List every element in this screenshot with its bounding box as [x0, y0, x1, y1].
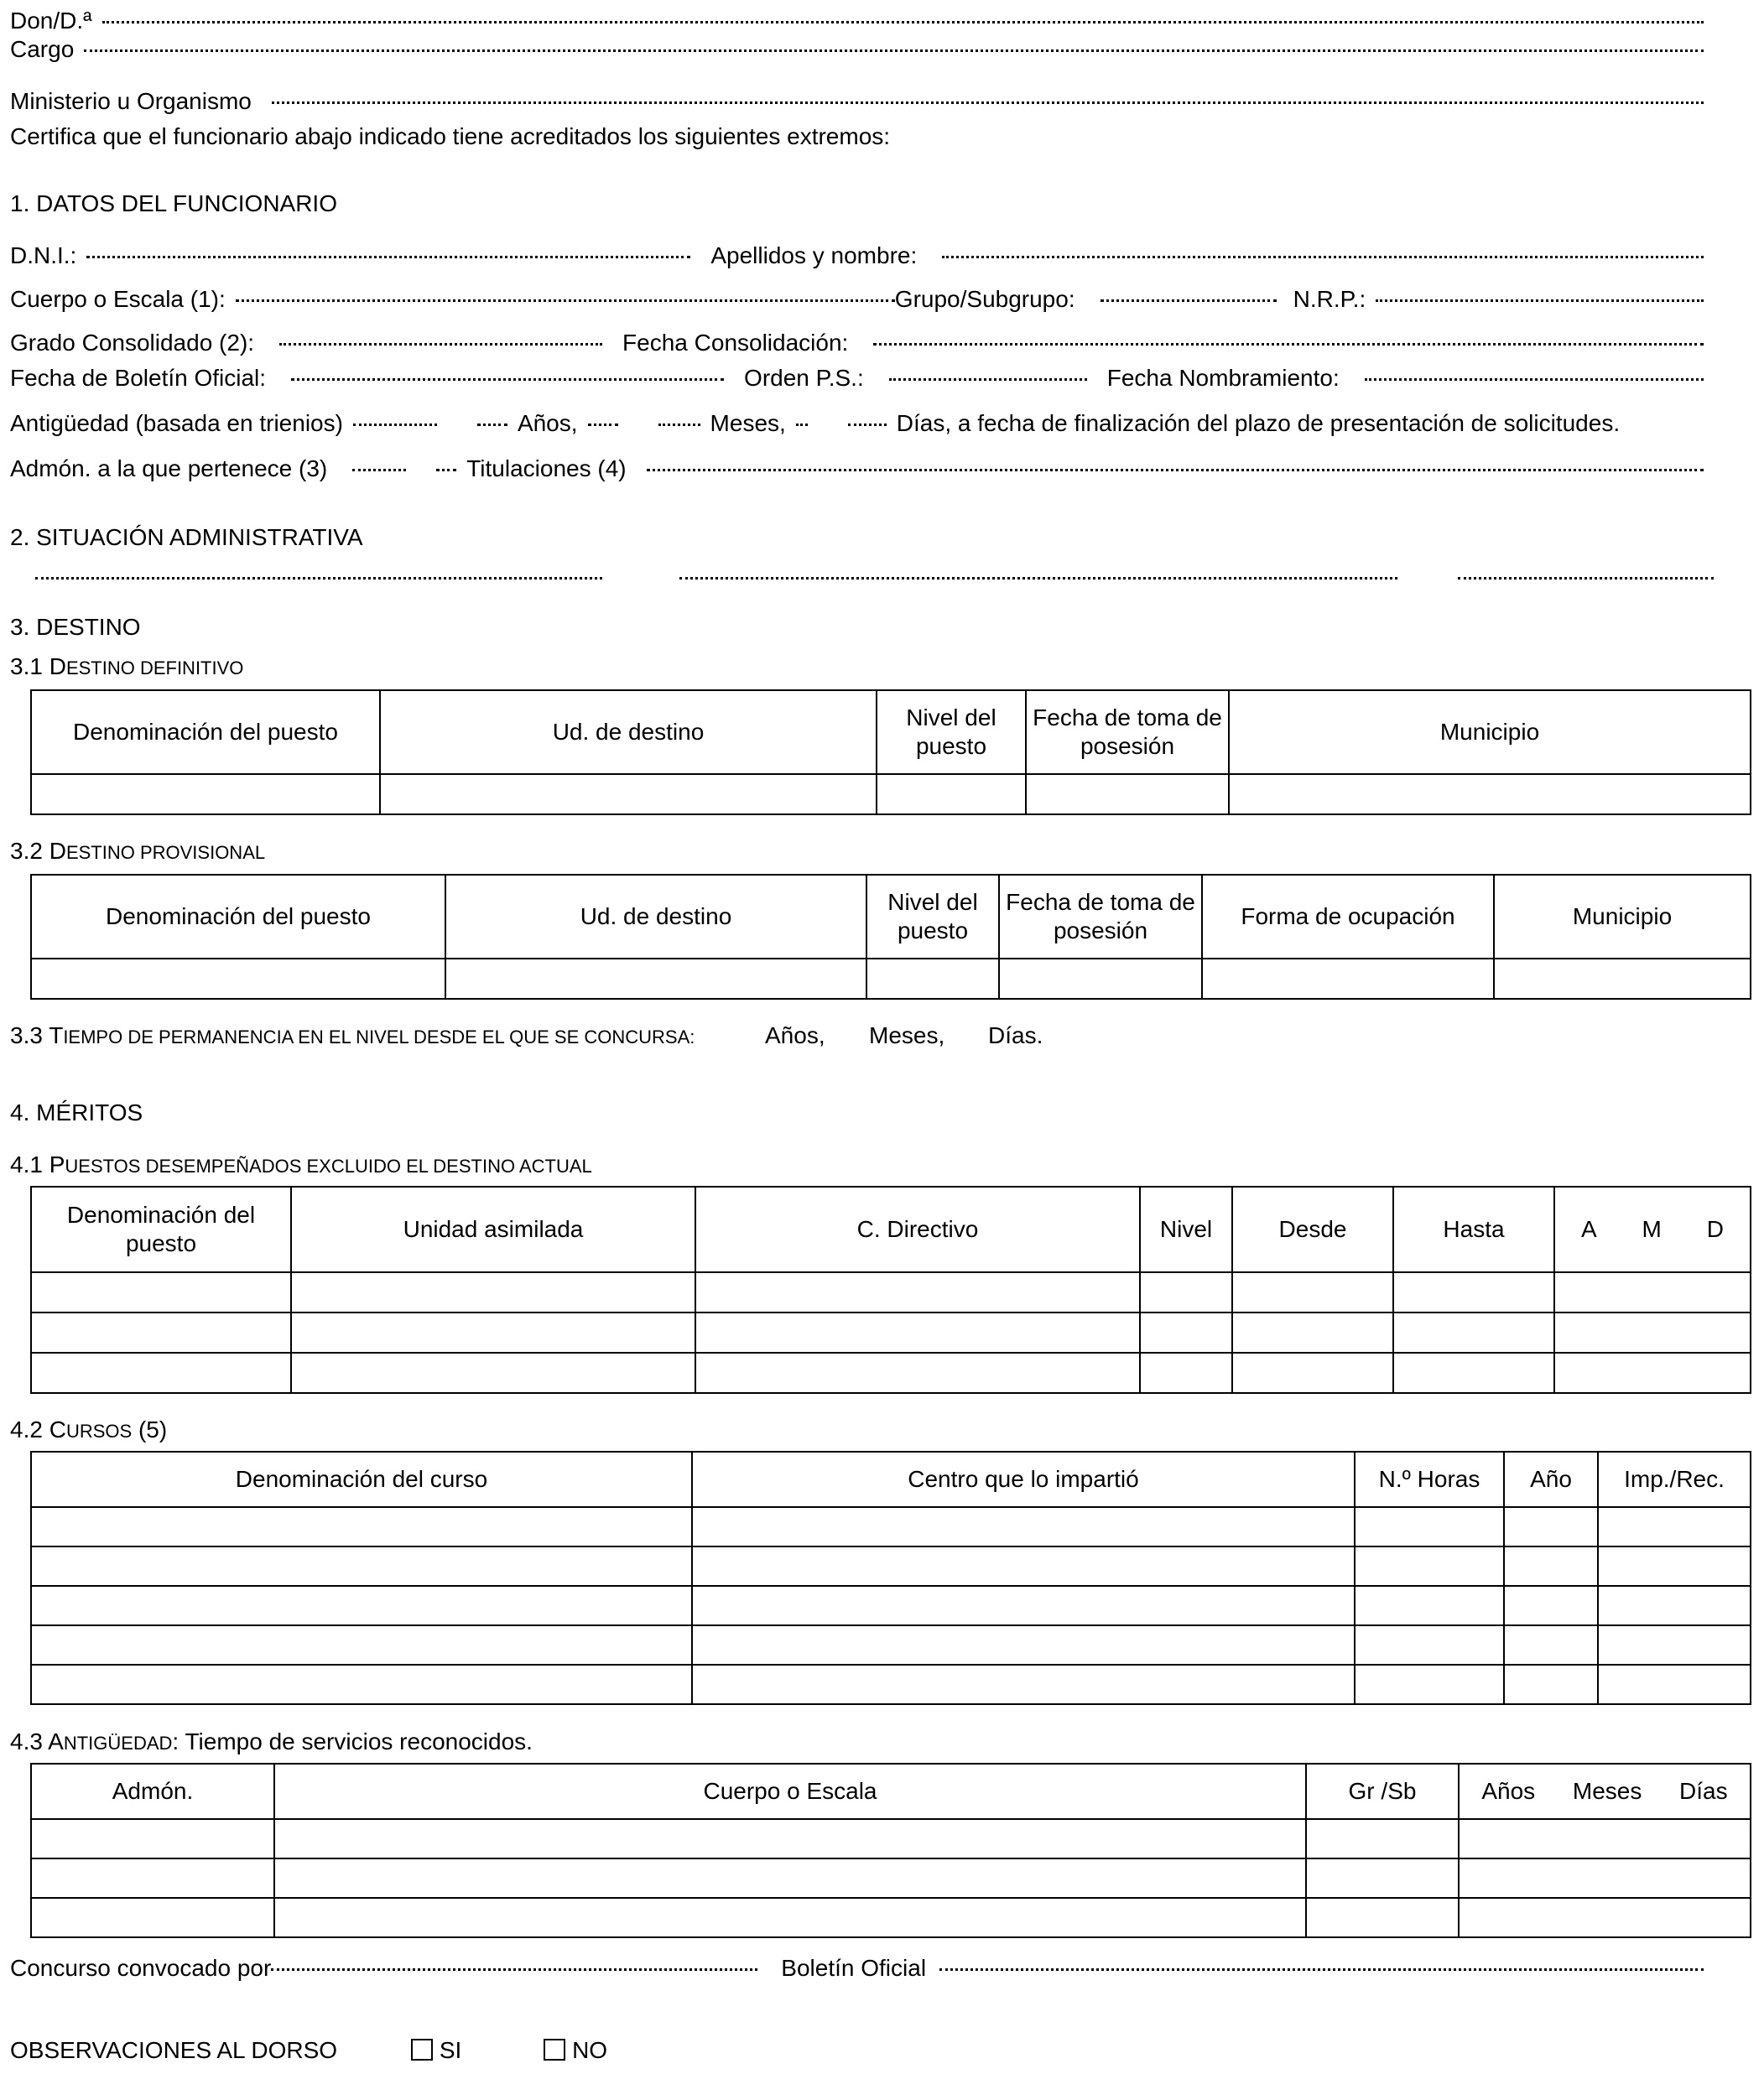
table-row	[31, 1898, 1751, 1937]
table-cell[interactable]	[866, 959, 999, 999]
table-cell[interactable]	[291, 1272, 695, 1312]
concurso-label: Concurso convocado por	[10, 1955, 272, 1981]
table-cell[interactable]	[1504, 1546, 1598, 1586]
table-cell[interactable]	[692, 1507, 1355, 1546]
ministerio-field[interactable]	[272, 101, 1704, 104]
subsection-3-2-rest: ESTINO PROVISIONAL	[65, 842, 266, 863]
don-line	[10, 7, 1714, 35]
dni-line	[10, 242, 1714, 270]
table-cell[interactable]	[692, 1625, 1355, 1665]
table-row	[31, 1546, 1751, 1586]
amd-a: A	[1580, 1216, 1597, 1242]
table-cell[interactable]	[1459, 1819, 1751, 1858]
table-row	[31, 1353, 1751, 1393]
cuerpo-label: Cuerpo o Escala (1):	[10, 286, 226, 312]
table-cell[interactable]	[1306, 1898, 1459, 1937]
table-header-cell: Ud. de destino	[445, 875, 866, 959]
concurso-field[interactable]	[271, 1968, 757, 1971]
admon-field-a[interactable]	[352, 469, 406, 471]
table-header-cell: Denominación del puesto	[31, 1187, 291, 1272]
table-cell[interactable]	[1393, 1312, 1554, 1353]
table-cell[interactable]	[1459, 1858, 1751, 1898]
table-header-cell: Centro que lo impartió	[692, 1452, 1355, 1507]
grado-line	[10, 329, 1714, 357]
table-cell[interactable]	[1202, 959, 1494, 999]
permanencia-meses: Meses,	[869, 1022, 945, 1048]
table-cell[interactable]	[1229, 774, 1751, 814]
orden-label: Orden P.S.:	[744, 365, 864, 391]
dni-label: D.N.I.:	[10, 242, 77, 268]
table-row	[31, 1272, 1751, 1312]
table-cell[interactable]	[1232, 1353, 1393, 1393]
situacion-field-2[interactable]	[679, 577, 1397, 580]
table-cell[interactable]	[695, 1272, 1140, 1312]
table-header-cell: Imp./Rec.	[1598, 1452, 1751, 1507]
table-header-row	[31, 1764, 1751, 1819]
table-cell[interactable]	[1554, 1312, 1751, 1353]
table-cell[interactable]	[380, 774, 877, 814]
ministerio-label: Ministerio u Organismo	[10, 88, 252, 114]
admon-field-b[interactable]	[436, 469, 456, 471]
fecha-nombr-label: Fecha Nombramiento:	[1106, 365, 1340, 391]
table-header-cell: Ud. de destino	[380, 690, 877, 774]
observaciones-label: OBSERVACIONES AL DORSO	[10, 2037, 338, 2063]
si-label: SI	[439, 2037, 462, 2063]
fecha-consol-label: Fecha Consolidación:	[622, 330, 849, 356]
subsection-4-2-title	[10, 1416, 167, 1446]
don-label: Don/D.ª	[10, 8, 92, 34]
antiguedad-anos-field[interactable]	[477, 424, 507, 426]
table-cell[interactable]	[1232, 1272, 1393, 1312]
table-cell[interactable]	[1393, 1272, 1554, 1312]
don-field[interactable]	[102, 21, 1704, 23]
puestos-table	[30, 1186, 1751, 1394]
cuerpo-line	[10, 285, 1714, 314]
fecha-boletin-line	[10, 364, 1714, 392]
table-header-row	[31, 1187, 1751, 1272]
table-cell[interactable]	[31, 959, 445, 999]
table-row	[31, 1858, 1751, 1898]
table-row	[31, 1312, 1751, 1353]
fecha-nombr-field[interactable]	[1365, 378, 1704, 381]
amd-anos: Años	[1481, 1778, 1536, 1804]
no-checkbox[interactable]	[544, 2039, 565, 2061]
table-header-cell: Forma de ocupación	[1202, 875, 1494, 959]
si-option[interactable]	[411, 2036, 461, 2065]
table-cell[interactable]	[31, 1819, 274, 1858]
subsection-3-2-title	[10, 837, 265, 867]
table-header-cell: Desde	[1232, 1187, 1393, 1272]
concurso-line	[10, 1954, 1714, 1983]
subsection-3-3-title	[10, 1021, 695, 1052]
table-row	[31, 1507, 1751, 1546]
table-cell[interactable]	[31, 1625, 692, 1665]
table-cell[interactable]	[274, 1858, 1306, 1898]
cuerpo-field[interactable]	[236, 299, 895, 302]
apellidos-label: Apellidos y nombre:	[710, 242, 918, 268]
antiguedad-meses-field-b[interactable]	[658, 424, 700, 426]
fecha-boletin-label: Fecha de Boletín Oficial:	[10, 365, 267, 391]
table-cell[interactable]	[1494, 959, 1751, 999]
meses-label: Meses,	[710, 410, 786, 436]
table-header-cell: Cuerpo o Escala	[274, 1764, 1306, 1819]
table-cell[interactable]	[31, 1312, 291, 1353]
subsection-3-1-title	[10, 652, 243, 683]
permanencia-dias: Días.	[988, 1022, 1043, 1048]
table-header-row	[31, 875, 1751, 959]
subsection-4-2-tail: (5)	[132, 1416, 168, 1442]
amd-d: D	[1706, 1216, 1725, 1242]
section-2-title: 2. SITUACIÓN ADMINISTRATIVA	[10, 524, 363, 550]
subsection-4-1-title	[10, 1151, 592, 1181]
table-cell[interactable]	[1355, 1507, 1504, 1546]
table-cell[interactable]	[692, 1665, 1355, 1704]
table-cell[interactable]	[1554, 1353, 1751, 1393]
table-header-cell: Admón.	[31, 1764, 274, 1819]
subsection-3-3-num: 3.3 T	[10, 1022, 64, 1048]
antiguedad-meses-field-a[interactable]	[588, 424, 618, 426]
subsection-3-3-rest: IEMPO DE PERMANENCIA EN EL NIVEL DESDE EL QUE SE CONCURSA:	[63, 1027, 695, 1047]
table-cell[interactable]	[31, 1858, 274, 1898]
table-cell[interactable]	[1140, 1312, 1232, 1353]
table-header-cell: Denominación del puesto	[31, 690, 380, 774]
table-cell[interactable]	[274, 1898, 1306, 1937]
table-cell[interactable]	[291, 1312, 695, 1353]
titulaciones-label: Titulaciones (4)	[466, 455, 627, 481]
table-cell[interactable]	[1355, 1546, 1504, 1586]
subsection-4-3-title	[10, 1728, 533, 1758]
certifica-text: Certifica que el funcionario abajo indicado tiene acreditados los siguientes extremos:	[10, 123, 891, 149]
antiguedad-label: Antigüedad (basada en trienios)	[10, 410, 343, 436]
table-header-cell: Municipio	[1494, 875, 1751, 959]
table-header-cell: Nivel	[1140, 1187, 1232, 1272]
grado-label: Grado Consolidado (2):	[10, 330, 255, 356]
situacion-field-1[interactable]	[35, 577, 602, 580]
table-header-cell: N.º Horas	[1355, 1452, 1504, 1507]
subsection-4-3-tail: : Tiempo de servicios reconocidos.	[172, 1728, 533, 1754]
fecha-boletin-field[interactable]	[291, 378, 724, 381]
amd-m: M	[1642, 1216, 1662, 1242]
amd-dias: Días	[1679, 1778, 1728, 1804]
table-row	[31, 774, 1751, 814]
table-cell[interactable]	[31, 774, 380, 814]
subsection-4-3-num: 4.3 A	[10, 1728, 64, 1754]
subsection-3-2-num: 3.2 D	[10, 838, 66, 864]
table-cell[interactable]	[1459, 1898, 1751, 1937]
cargo-field[interactable]	[84, 49, 1704, 52]
destino-provisional-table	[30, 874, 1751, 1000]
ministerio-line	[10, 87, 1714, 116]
table-header-cell: Municipio	[1229, 690, 1751, 774]
amd-meses: Meses	[1572, 1778, 1642, 1804]
antiguedad-trienios-field[interactable]	[353, 424, 437, 426]
section-1-title: 1. DATOS DEL FUNCIONARIO	[10, 190, 337, 216]
admon-line	[10, 455, 1714, 483]
table-cell[interactable]	[31, 1898, 274, 1937]
nrp-field[interactable]	[1376, 299, 1704, 302]
cursos-table	[30, 1451, 1751, 1705]
table-cell[interactable]	[445, 959, 866, 999]
table-cell[interactable]	[692, 1586, 1355, 1625]
no-label: NO	[572, 2037, 608, 2063]
table-header-row	[31, 1452, 1751, 1507]
table-header-cell: Nivel del puesto	[866, 875, 999, 959]
situacion-field-3[interactable]	[1458, 577, 1714, 580]
table-cell[interactable]	[1598, 1507, 1751, 1546]
table-cell[interactable]	[692, 1546, 1355, 1586]
table-header-cell-amd	[1554, 1187, 1751, 1272]
table-cell[interactable]	[31, 1586, 692, 1625]
table-cell[interactable]	[1504, 1507, 1598, 1546]
situacion-line	[10, 582, 1714, 611]
table-cell[interactable]	[1554, 1272, 1751, 1312]
permanencia-anos: Años,	[765, 1022, 825, 1048]
table-row	[31, 1586, 1751, 1625]
admon-label: Admón. a la que pertenece (3)	[10, 455, 328, 481]
destino-definitivo-table	[30, 689, 1751, 815]
table-header-cell: Fecha de toma de posesión	[999, 875, 1202, 959]
nrp-label: N.R.P.:	[1293, 286, 1366, 312]
subsection-4-1-rest: UESTOS DESEMPEÑADOS EXCLUIDO EL DESTINO ACTUAL	[65, 1156, 592, 1177]
table-header-cell: Año	[1504, 1452, 1598, 1507]
table-cell[interactable]	[1504, 1665, 1598, 1704]
antiguedad-dias-field-b[interactable]	[848, 424, 887, 426]
table-cell[interactable]	[1140, 1353, 1232, 1393]
dias-text: Días, a fecha de finalización del plazo de presentación de solicitudes.	[896, 410, 1621, 436]
table-row	[31, 1819, 1751, 1858]
subsection-4-2-num: 4.2 C	[10, 1416, 66, 1442]
table-cell[interactable]	[877, 774, 1026, 814]
table-header-cell: C. Directivo	[695, 1187, 1140, 1272]
table-header-cell: Denominación del puesto	[31, 875, 445, 959]
table-header-cell: Nivel del puesto	[877, 690, 1026, 774]
section-4-title: 4. MÉRITOS	[10, 1099, 143, 1125]
table-cell[interactable]	[1598, 1586, 1751, 1625]
subsection-4-1-num: 4.1 P	[10, 1151, 65, 1177]
table-cell[interactable]	[1306, 1819, 1459, 1858]
table-cell[interactable]	[31, 1665, 692, 1704]
table-header-cell-amd	[1459, 1764, 1751, 1819]
table-cell[interactable]	[1306, 1858, 1459, 1898]
antiguedad-line	[10, 409, 1714, 438]
table-row	[31, 1665, 1751, 1704]
table-cell[interactable]	[1598, 1665, 1751, 1704]
table-cell[interactable]	[695, 1312, 1140, 1353]
observaciones-line	[10, 2036, 607, 2065]
section-3-title: 3. DESTINO	[10, 614, 141, 640]
table-cell[interactable]	[1355, 1625, 1504, 1665]
subsection-3-1-num: 3.1 D	[10, 653, 66, 679]
fecha-consol-field[interactable]	[873, 343, 1704, 346]
table-header-cell: Gr /Sb	[1306, 1764, 1459, 1819]
table-cell[interactable]	[1393, 1353, 1554, 1393]
anos-label: Años,	[517, 410, 578, 436]
table-cell[interactable]	[1355, 1586, 1504, 1625]
no-option[interactable]	[544, 2036, 607, 2065]
table-cell[interactable]	[1504, 1625, 1598, 1665]
table-cell[interactable]	[1026, 774, 1229, 814]
table-header-cell: Fecha de toma de posesión	[1026, 690, 1229, 774]
cargo-line	[10, 35, 1714, 64]
subsection-4-3-rest: NTIGÜEDAD	[63, 1733, 173, 1754]
table-cell[interactable]	[1140, 1272, 1232, 1312]
table-cell[interactable]	[31, 1353, 291, 1393]
table-cell[interactable]	[1504, 1586, 1598, 1625]
table-row	[31, 1625, 1751, 1665]
antiguedad-dias-field-a[interactable]	[796, 424, 808, 426]
table-cell[interactable]	[1598, 1625, 1751, 1665]
table-cell[interactable]	[31, 1272, 291, 1312]
orden-field[interactable]	[889, 378, 1087, 381]
table-header-row	[31, 690, 1751, 774]
grupo-label: Grupo/Subgrupo:	[894, 286, 1075, 312]
table-cell[interactable]	[695, 1353, 1140, 1393]
boletin-label: Boletín Oficial	[781, 1955, 927, 1981]
subsection-3-1-rest: ESTINO DEFINITIVO	[65, 658, 244, 678]
subsection-4-2-rest: URSOS	[65, 1421, 133, 1442]
table-header-cell: Hasta	[1393, 1187, 1554, 1272]
table-cell[interactable]	[291, 1353, 695, 1393]
table-cell[interactable]	[1355, 1665, 1504, 1704]
table-cell[interactable]	[31, 1507, 692, 1546]
si-checkbox[interactable]	[411, 2039, 433, 2061]
titulaciones-field[interactable]	[647, 469, 1704, 471]
cargo-label: Cargo	[10, 36, 75, 62]
table-cell[interactable]	[274, 1819, 1306, 1858]
table-header-cell: Denominación del curso	[31, 1452, 692, 1507]
table-cell[interactable]	[999, 959, 1202, 999]
table-cell[interactable]	[31, 1546, 692, 1586]
antiguedad-table	[30, 1763, 1751, 1938]
apellidos-field[interactable]	[942, 256, 1704, 258]
grupo-field[interactable]	[1101, 299, 1277, 302]
table-cell[interactable]	[1232, 1312, 1393, 1353]
table-row	[31, 959, 1751, 999]
table-cell[interactable]	[1598, 1546, 1751, 1586]
grado-field[interactable]	[279, 343, 602, 346]
table-header-cell: Unidad asimilada	[291, 1187, 695, 1272]
dni-field[interactable]	[86, 256, 690, 258]
boletin-field[interactable]	[939, 1968, 1704, 1971]
